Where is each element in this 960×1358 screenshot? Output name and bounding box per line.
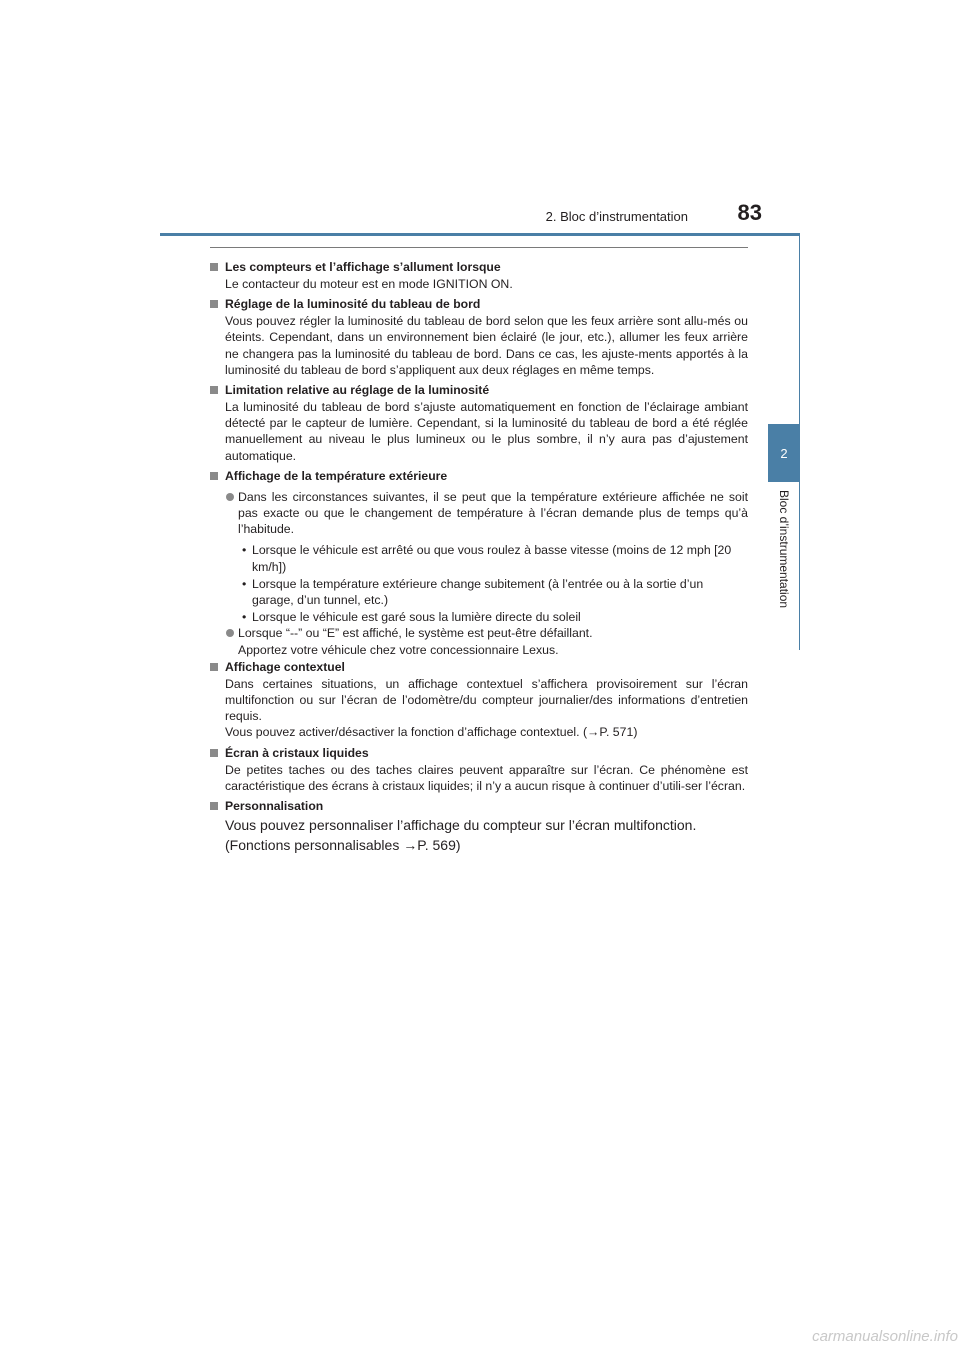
round-bullet-icon bbox=[226, 629, 234, 637]
section-title: Les compteurs et l’affichage s’allument lorsque bbox=[210, 258, 748, 276]
sub-item: • Lorsque le véhicule est garé sous la lumière directe du soleil bbox=[242, 610, 581, 625]
section-title: Limitation relative au réglage de la luminosité bbox=[210, 381, 748, 399]
content-rule bbox=[210, 247, 748, 248]
section-text: Vous pouvez personnaliser l’affichage du compteur sur l’écran multifonction. bbox=[225, 817, 697, 834]
section-reglage-luminosite bbox=[210, 295, 748, 378]
sub-item: • Lorsque la température extérieure change subitement (à l’entrée ou à la sortie d’un garage, d’un tunnel, etc.) bbox=[242, 576, 704, 608]
dot-marker: • bbox=[242, 543, 247, 558]
header-rule bbox=[160, 233, 800, 236]
section-limitation-luminosite bbox=[210, 381, 748, 464]
section-text: De petites taches ou des taches claires peuvent apparaître sur l’écran. Ce phénomène est caractéristique des écrans à cristaux liquides; il n’y a aucun risque à continuer d’utili-ser l’écran. bbox=[225, 762, 748, 793]
sub-item: • Lorsque le véhicule est arrêté ou que vous roulez à basse vitesse (moins de 12 mph [20 km/h]) bbox=[242, 543, 732, 574]
section-temperature-exterieure bbox=[210, 467, 748, 658]
section-compteurs bbox=[210, 258, 748, 292]
bullet-item: Dans les circonstances suivantes, il se peut que la température extérieure affichée ne soit pas exacte ou que le changement de température à l’écran demande plus de temps qu’à l’habitude. bbox=[210, 489, 748, 538]
section-text-reference: (Fonctions personnalisables →P. 569) bbox=[225, 837, 461, 854]
section-personnalisation bbox=[210, 797, 748, 855]
chapter-tab: 2 bbox=[768, 424, 800, 482]
round-bullet-icon bbox=[226, 493, 234, 501]
square-bullet-icon bbox=[210, 386, 218, 394]
footer-watermark: carmanualsonline.info bbox=[812, 1328, 958, 1345]
section-title: Affichage contextuel bbox=[210, 658, 748, 676]
square-bullet-icon bbox=[210, 300, 218, 308]
square-bullet-icon bbox=[210, 802, 218, 810]
section-text: Vous pouvez régler la luminosité du tableau de bord selon que les feux arrière sont allu-més ou éteints. Cependant, dans un environnement bien éclairé (le jour, etc.), allumer les feux arrière ne changera pas la luminosité du tableau de bord. Dans ce cas, les ajuste-ments apportés à la luminosité du tableau de bord s’appliquent aux deux réglages en même temps. bbox=[225, 314, 748, 377]
square-bullet-icon bbox=[210, 749, 218, 757]
bullet-item: Lorsque “--” ou “E” est affiché, le système est peut-être défaillant. Apportez votre véhicule chez votre concessionnaire Lexus. bbox=[210, 625, 748, 657]
page-number: 83 bbox=[737, 200, 762, 225]
section-title: Affichage de la température extérieure bbox=[210, 467, 748, 485]
section-title: Personnalisation bbox=[210, 797, 748, 815]
section-text: Le contacteur du moteur est en mode IGNITION ON. bbox=[225, 277, 513, 291]
square-bullet-icon bbox=[210, 263, 218, 271]
section-title: Réglage de la luminosité du tableau de bord bbox=[210, 295, 748, 313]
section-text-reference: Vous pouvez activer/désactiver la fonction d’affichage contextuel. (→P. 571) bbox=[225, 725, 638, 740]
chapter-label: Bloc d’instrumentation bbox=[777, 490, 791, 609]
section-text: Dans certaines situations, un affichage contextuel s’affichera provisoirement sur l’écran multifonction ou sur l’écran de l’odomètre/du compteur journalier/des informations d’entretien requis. bbox=[225, 676, 748, 724]
page-content bbox=[210, 258, 748, 858]
running-header: 2. Bloc d’instrumentation bbox=[545, 209, 688, 224]
section-title: Écran à cristaux liquides bbox=[210, 744, 748, 762]
section-affichage-contextuel bbox=[210, 658, 748, 741]
dot-marker: • bbox=[242, 576, 247, 591]
square-bullet-icon bbox=[210, 663, 218, 671]
section-ecran-cristaux bbox=[210, 744, 748, 794]
square-bullet-icon bbox=[210, 472, 218, 480]
section-text: La luminosité du tableau de bord s’ajuste automatiquement en fonction de l’éclairage ambiant détecté par le capteur de lumière. Cependant, si la luminosité du tableau de bord a été réglée manuellement au niveau le plus lumineux ou le plus sombre, il n’y aura pas d’ajustement automatique. bbox=[225, 400, 748, 463]
dot-marker: • bbox=[242, 610, 247, 625]
